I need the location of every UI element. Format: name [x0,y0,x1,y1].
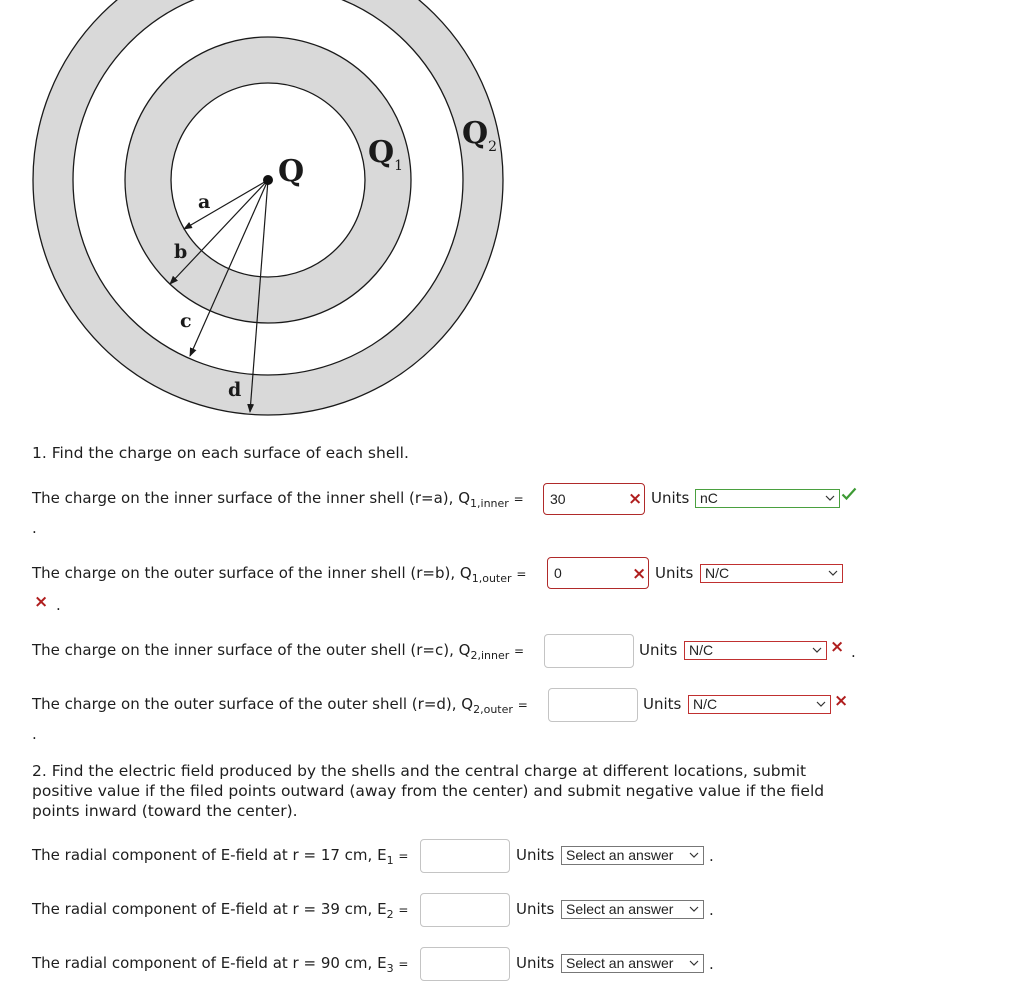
e3-input[interactable] [420,947,510,981]
q2-outer-trail: . [32,725,37,743]
label-c: c [180,310,192,332]
e3-trail: . [709,955,714,973]
q1-outer-wrong-icon: × [632,564,647,584]
chevron-down-icon [688,902,700,917]
q1-inner-correct-icon [841,487,857,501]
e2-input[interactable] [420,893,510,927]
q2-outer-units-label: Units [643,695,682,713]
q2-outer-question: The charge on the outer surface of the outer shell (r=d), $Q_{2,outer}$ = [32,695,528,716]
e1-unit-select[interactable]: Select an answer [561,846,704,865]
label-q1: $Q_1$ [368,135,404,174]
q2-outer-input[interactable] [548,688,638,722]
chevron-down-icon [824,491,836,506]
q1-outer-question: The charge on the outer surface of the inner shell (r=b), $Q_{1,outer}$ = [32,564,527,585]
q1-inner-wrong-icon: × [628,489,643,509]
e2-unit-select[interactable]: Select an answer [561,900,704,919]
q1-inner-trail: . [32,519,37,537]
q2-inner-wrong-icon: × [830,637,845,657]
q2-outer-unit-select[interactable]: N/C [688,695,831,714]
chevron-down-icon [688,956,700,971]
q1-outer-line-wrong-icon: × [34,592,49,612]
label-q-center: Q [278,154,305,189]
q1-inner-input[interactable]: 30 [543,483,645,515]
e1-trail: . [709,847,714,865]
e1-units-label: Units [516,846,555,864]
e3-question: The radial component of E-field at r = 90 cm, $E_3$ = [32,954,409,975]
q1-outer-trail: . [56,596,61,614]
e3-unit-select[interactable]: Select an answer [561,954,704,973]
q2-inner-question: The charge on the inner surface of the outer shell (r=c), $Q_{2,inner}$ = [32,641,525,662]
q2-inner-trail: . [851,643,856,661]
e2-question: The radial component of E-field at r = 39 cm, $E_2$ = [32,900,409,921]
q1-outer-input[interactable]: 0 [547,557,649,589]
e1-input[interactable] [420,839,510,873]
e2-trail: . [709,901,714,919]
chevron-down-icon [827,566,839,581]
q2-inner-units-label: Units [639,641,678,659]
q1-inner-unit-select[interactable]: nC [695,489,840,508]
e3-units-label: Units [516,954,555,972]
section2-heading: 2. Find the electric field produced by the shells and the central charge at different locations, submit positive value if the filed points outward (away from the center) and submit negative value if the field points inward (toward the center). [32,762,825,820]
chevron-down-icon [811,643,823,658]
label-q2: $Q_2$ [462,116,498,155]
chevron-down-icon [815,697,827,712]
q2-outer-wrong-icon: × [834,691,849,711]
q2-inner-unit-select[interactable]: N/C [684,641,827,660]
concentric-shells-diagram [0,0,520,425]
q1-outer-units-label: Units [655,564,694,582]
e2-units-label: Units [516,900,555,918]
section1-heading: 1. Find the charge on each surface of each shell. [32,444,409,462]
label-a: a [198,191,211,213]
central-charge-dot [263,175,273,185]
label-b: b [174,241,188,263]
label-d: d [228,379,242,401]
q1-outer-unit-select[interactable]: N/C [700,564,843,583]
q1-inner-question: The charge on the inner surface of the inner shell (r=a), $Q_{1,inner}$ = [32,489,524,510]
chevron-down-icon [688,848,700,863]
q1-inner-units-label: Units [651,489,690,507]
e1-question: The radial component of E-field at r = 17 cm, $E_1$ = [32,846,409,867]
q2-inner-input[interactable] [544,634,634,668]
